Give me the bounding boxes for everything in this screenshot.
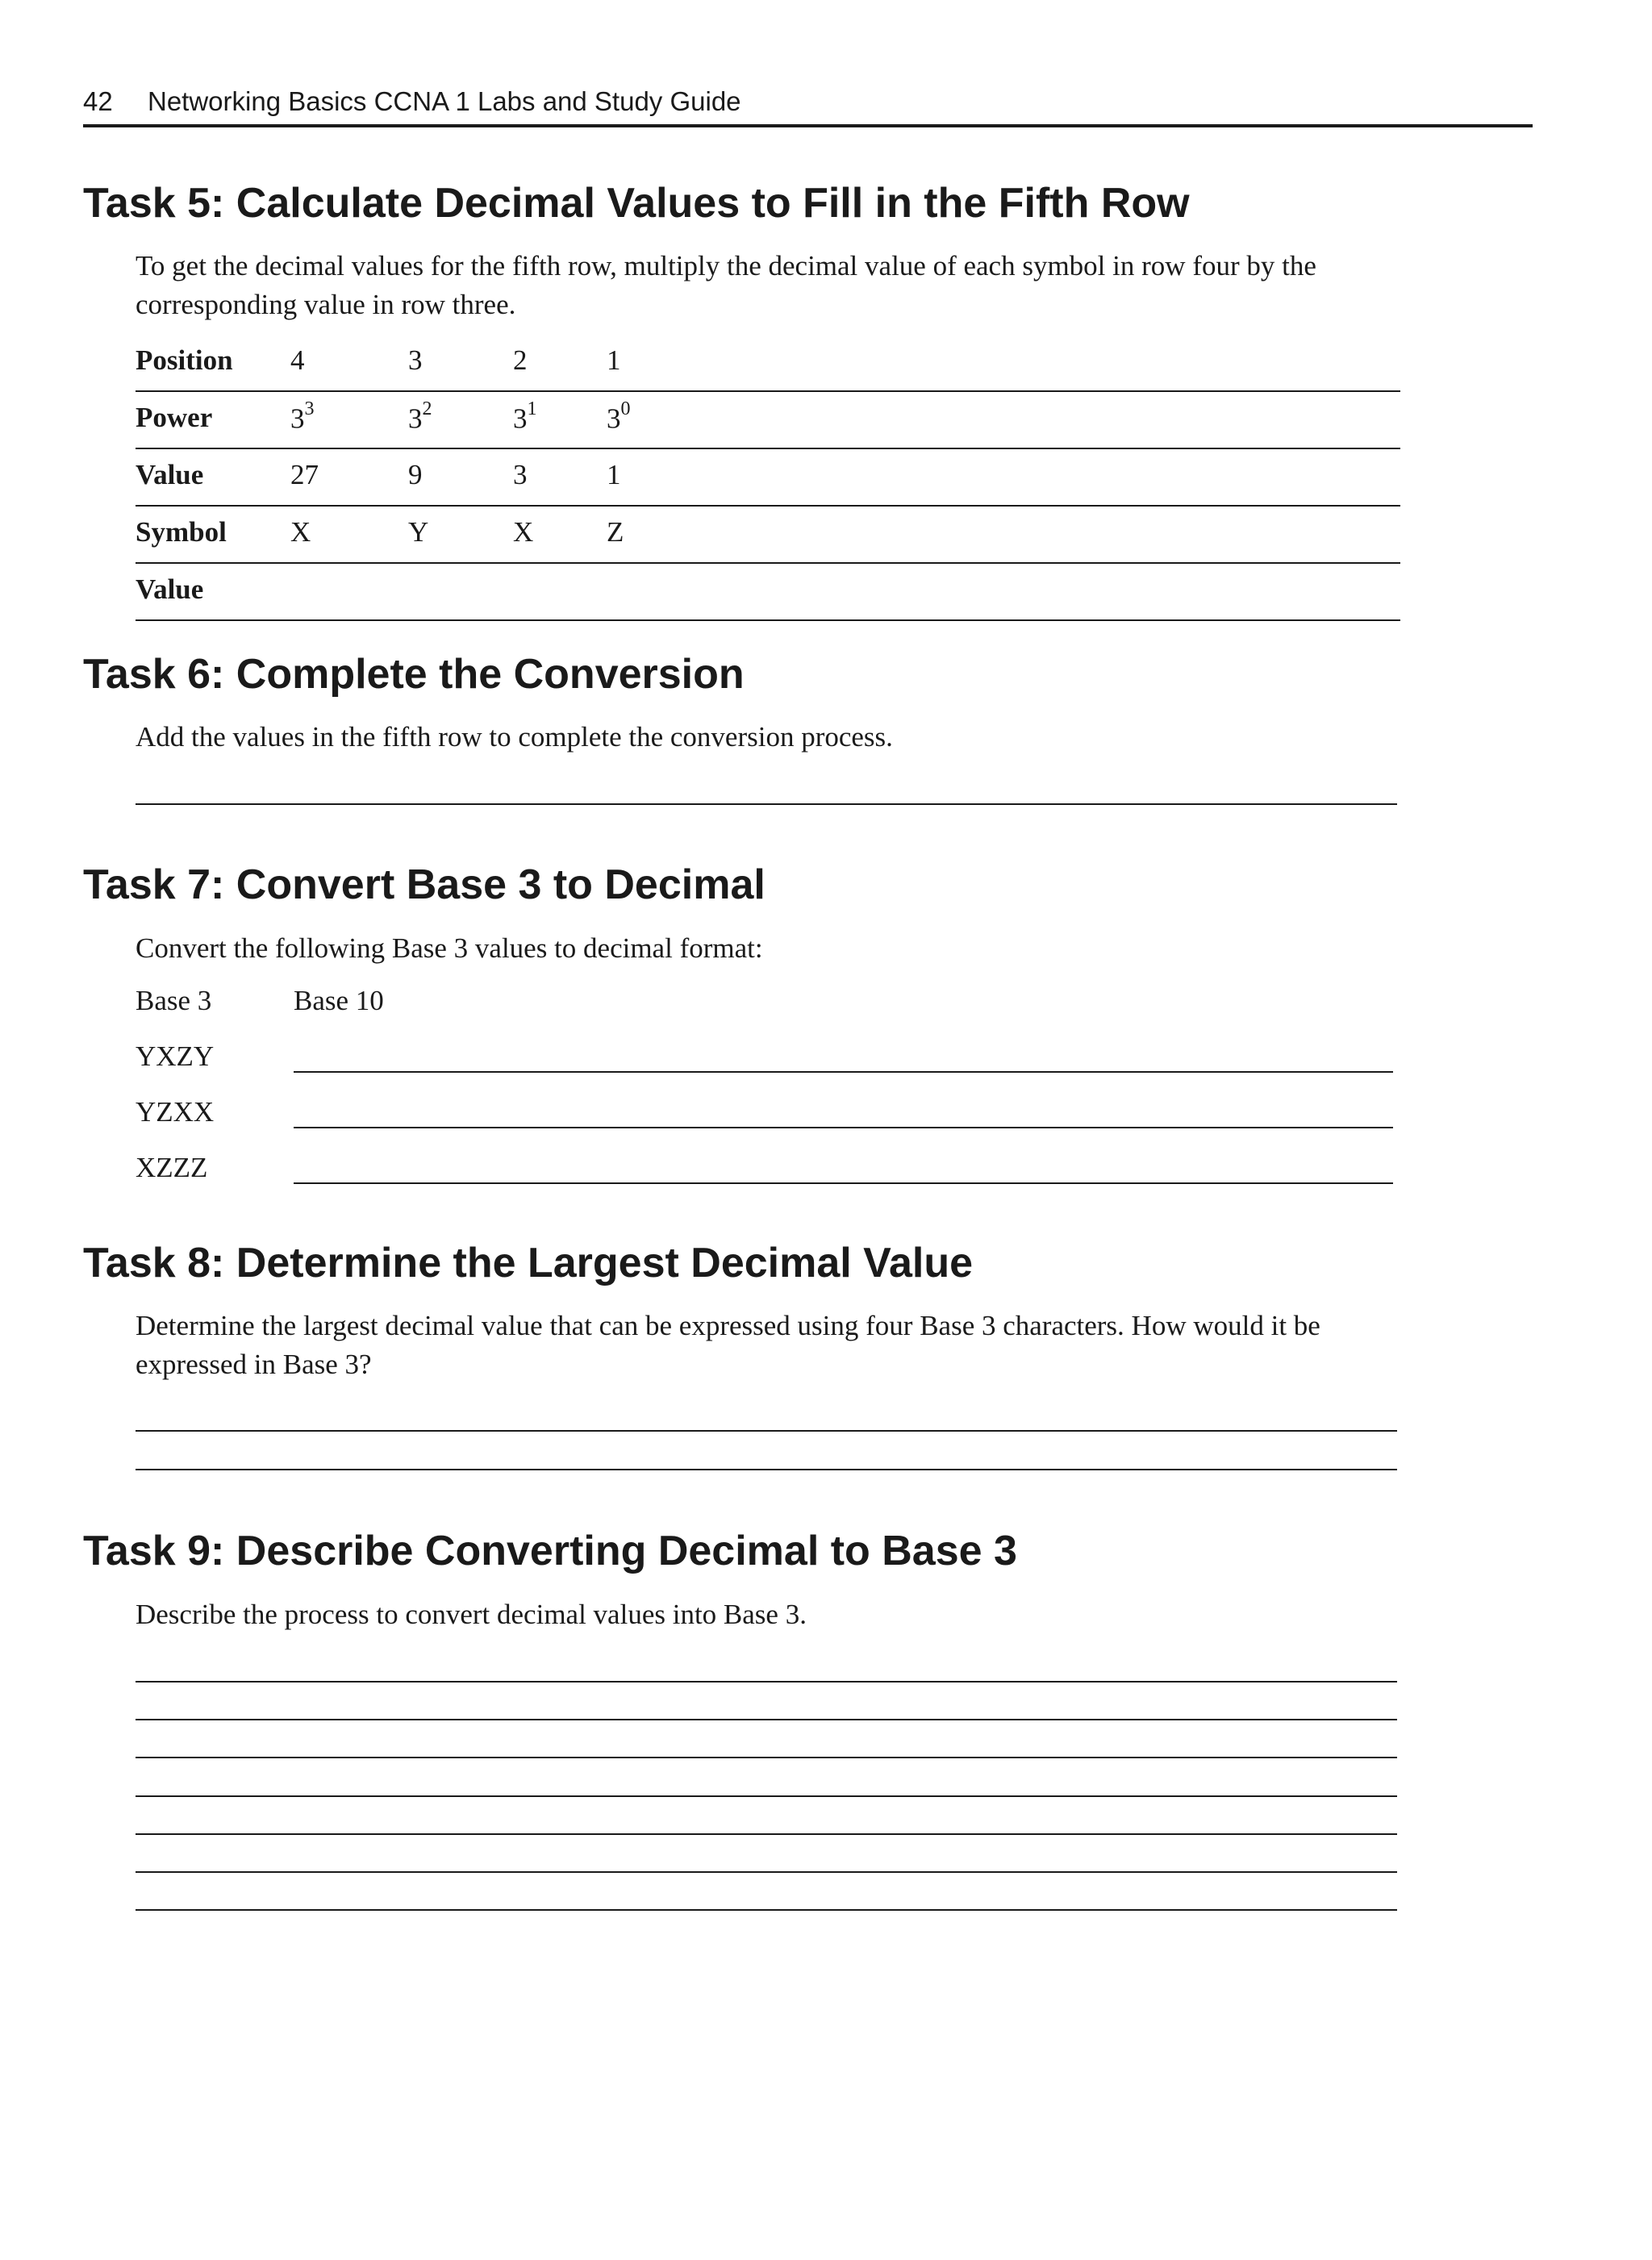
task-5-heading: Task 5: Calculate Decimal Values to Fill in the Fifth Row [83, 180, 1190, 227]
table-cell [513, 398, 537, 436]
table-cell: 1 [607, 459, 621, 490]
power-base: 3 [290, 402, 305, 435]
table-cell: X [290, 516, 311, 548]
base-3-value: XZZZ [136, 1152, 208, 1183]
conversion-table [136, 335, 1400, 621]
table-cell: 3 [408, 344, 423, 376]
answer-line[interactable] [294, 1127, 1393, 1128]
table-row-power [136, 392, 1400, 449]
table-cell [290, 398, 315, 436]
task-9-intro: Describe the process to convert decimal values into Base 3. [136, 1599, 807, 1630]
page-number: 42 [83, 86, 113, 116]
answer-line[interactable] [136, 803, 1397, 805]
answer-line[interactable] [136, 1757, 1397, 1758]
power-base: 3 [607, 402, 621, 435]
base-3-value: YXZY [136, 1040, 215, 1072]
book-title: Networking Basics CCNA 1 Labs and Study Guide [148, 86, 741, 116]
answer-line[interactable] [294, 1071, 1393, 1073]
table-cell: 1 [607, 344, 621, 376]
table-cell: X [513, 516, 534, 548]
power-base: 3 [513, 402, 528, 435]
task-6-intro: Add the values in the fifth row to complete the conversion process. [136, 721, 893, 753]
task-5-intro: To get the decimal values for the fifth row, multiply the decimal value of each symbol in row four by the corresponding value in row three. [136, 250, 1316, 320]
power-exponent: 1 [527, 398, 537, 419]
answer-line[interactable] [136, 1909, 1397, 1911]
power-exponent: 0 [620, 398, 631, 419]
table-cell: Y [408, 516, 429, 548]
power-base: 3 [408, 402, 423, 435]
answer-line[interactable] [136, 1871, 1397, 1873]
table-cell: Z [607, 516, 624, 548]
table-row-value [136, 449, 1400, 507]
row-label: Value [136, 459, 204, 490]
row-label: Symbol [136, 516, 227, 548]
row-label: Position [136, 344, 233, 376]
task-7-intro: Convert the following Base 3 values to decimal format: [136, 932, 763, 964]
row-label: Power [136, 402, 213, 433]
answer-line[interactable] [136, 1833, 1397, 1835]
task-8-heading: Task 8: Determine the Largest Decimal Value [83, 1240, 974, 1286]
power-exponent: 2 [422, 398, 432, 419]
answer-line[interactable] [136, 1681, 1397, 1682]
task-6-heading: Task 6: Complete the Conversion [83, 651, 745, 698]
table-row-fifth-value [136, 564, 1400, 621]
task-7-heading: Task 7: Convert Base 3 to Decimal [83, 861, 766, 908]
row-label: Value [136, 573, 204, 605]
answer-line[interactable] [294, 1182, 1393, 1184]
table-cell: 9 [408, 459, 423, 490]
table-cell: 27 [290, 459, 319, 490]
table-cell: 4 [290, 344, 305, 376]
table-cell: 3 [513, 459, 528, 490]
task-9-heading: Task 9: Describe Converting Decimal to Base 3 [83, 1528, 1017, 1574]
base-3-column-header: Base 3 [136, 985, 212, 1016]
answer-line[interactable] [136, 1795, 1397, 1797]
table-cell [408, 398, 432, 436]
answer-line[interactable] [136, 1469, 1397, 1470]
base-10-column-header: Base 10 [294, 985, 384, 1016]
table-row-symbol [136, 507, 1400, 564]
answer-line[interactable] [136, 1719, 1397, 1720]
table-row-position [136, 335, 1400, 392]
power-exponent: 3 [304, 398, 315, 419]
answer-line[interactable] [136, 1430, 1397, 1432]
running-header [83, 82, 1533, 127]
table-cell [607, 398, 631, 436]
task-8-intro: Determine the largest decimal value that can be expressed using four Base 3 characters. How would it be expressed in Base 3? [136, 1310, 1320, 1380]
table-cell: 2 [513, 344, 528, 376]
base-3-value: YZXX [136, 1096, 215, 1128]
